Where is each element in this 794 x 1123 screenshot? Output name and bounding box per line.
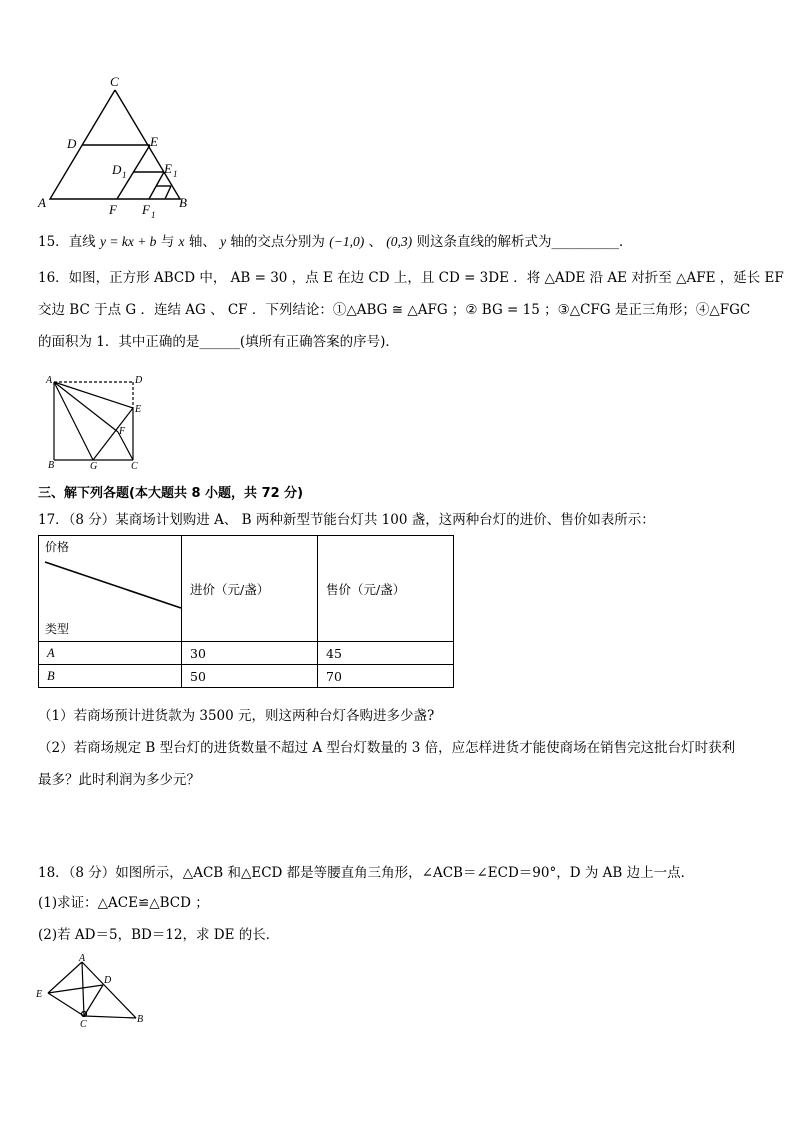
label-f1-sub: 1 [151, 210, 156, 220]
sq-label-f: F [119, 426, 126, 437]
label-a: A [38, 195, 46, 210]
label-e: E [150, 134, 158, 149]
sq-label-g: G [90, 461, 98, 472]
tri-label-e: E [36, 989, 43, 1000]
q15-number: 15． [38, 234, 69, 250]
header-price: 售价（元/盏） [318, 536, 454, 642]
right-triangles-figure [32, 952, 157, 1032]
label-c: C [110, 74, 119, 89]
q17-intro: 17．（8 分）某商场计划购进 A、 B 两种新型节能台灯共 100 盏，这两种台灯的进价、售价如表所示： [38, 512, 655, 528]
q18-intro: 18．（8 分）如图所示，△ACB 和△ECD 都是等腰直角三角形，∠ACB＝∠ECD＝90°，D 为 AB 边上一点． [38, 865, 695, 881]
table-corner-cell [39, 536, 182, 642]
label-d1-sub: 1 [122, 170, 127, 180]
label-e1: E [164, 161, 172, 176]
corner-price-label: 价格 [45, 540, 70, 554]
price-table [38, 535, 454, 688]
tri-label-c: C [80, 1019, 87, 1030]
label-f: F [109, 202, 117, 217]
label-b: B [179, 195, 187, 210]
diagonal-line [43, 560, 183, 610]
segment-small2 [165, 186, 171, 199]
q15-equation: y = kx + b [99, 234, 157, 249]
table-row: B 50 70 [39, 665, 454, 688]
q16-line-3: 的面积为 1．其中正确的是______(填所有正确答案的序号)． [38, 334, 399, 350]
table-row: A 30 45 [39, 642, 454, 665]
sq-label-c: C [131, 461, 138, 472]
label-d: D [67, 136, 77, 151]
q17-part-2-line-1: （2）若商场规定 B 型台灯的进货数量不超过 A 型台灯数量的 3 倍，应怎样进货才能使商场在销售完这批台灯时获利 [38, 740, 736, 756]
q16-line-1: 16．如图，正方形 ABCD 中， AB = 30 ，点 E 在边 CD 上，且 CD = 3DE ．将 △ADE 沿 AE 对折至 △AFE ，延长 EF [38, 270, 784, 286]
square-figure [40, 370, 155, 472]
q17-part-1: （1）若商场预计进货款为 3500 元，则这两种台灯各购进多少盏? [38, 708, 435, 724]
q17-part-2-line-2: 最多？此时利润为多少元？ [38, 772, 200, 788]
tri-label-b: B [137, 1014, 144, 1025]
sq-label-b: B [48, 460, 55, 471]
answer-blank: __________ [551, 234, 619, 250]
label-d1: D [112, 162, 122, 177]
header-cost: 进价（元/盏） [182, 536, 318, 642]
sq-label-d: D [135, 375, 143, 386]
q16-line-2: 交边 BC 于点 G ．连结 AG 、 CF ．下列结论：①△ABG ≅ △AFG ；② BG = 15 ；③△CFG 是正三角形；④△FGC [38, 302, 751, 318]
triangle-figure [35, 72, 195, 222]
q18-part-2: (2)若 AD＝5，BD＝12，求 DE 的长． [38, 927, 280, 943]
q18-part-1: (1)求证：△ACE≌△BCD ； [38, 895, 209, 911]
corner-type-label: 类型 [45, 622, 70, 636]
question-15: 15．直线 y = kx + b 与 x 轴、 y 轴的交点分别为 (−1,0) 、 (0,3) 则这条直线的解析式为__________． [38, 234, 633, 250]
label-e1-sub: 1 [173, 169, 178, 179]
sq-label-e: E [135, 404, 142, 415]
label-f1: F [142, 202, 150, 217]
tri-label-d: D [104, 975, 112, 986]
tri-label-a: A [79, 953, 86, 964]
sq-label-a: A [46, 375, 53, 386]
section-title: 三、解下列各题(本大题共 8 小题，共 72 分) [38, 486, 304, 501]
